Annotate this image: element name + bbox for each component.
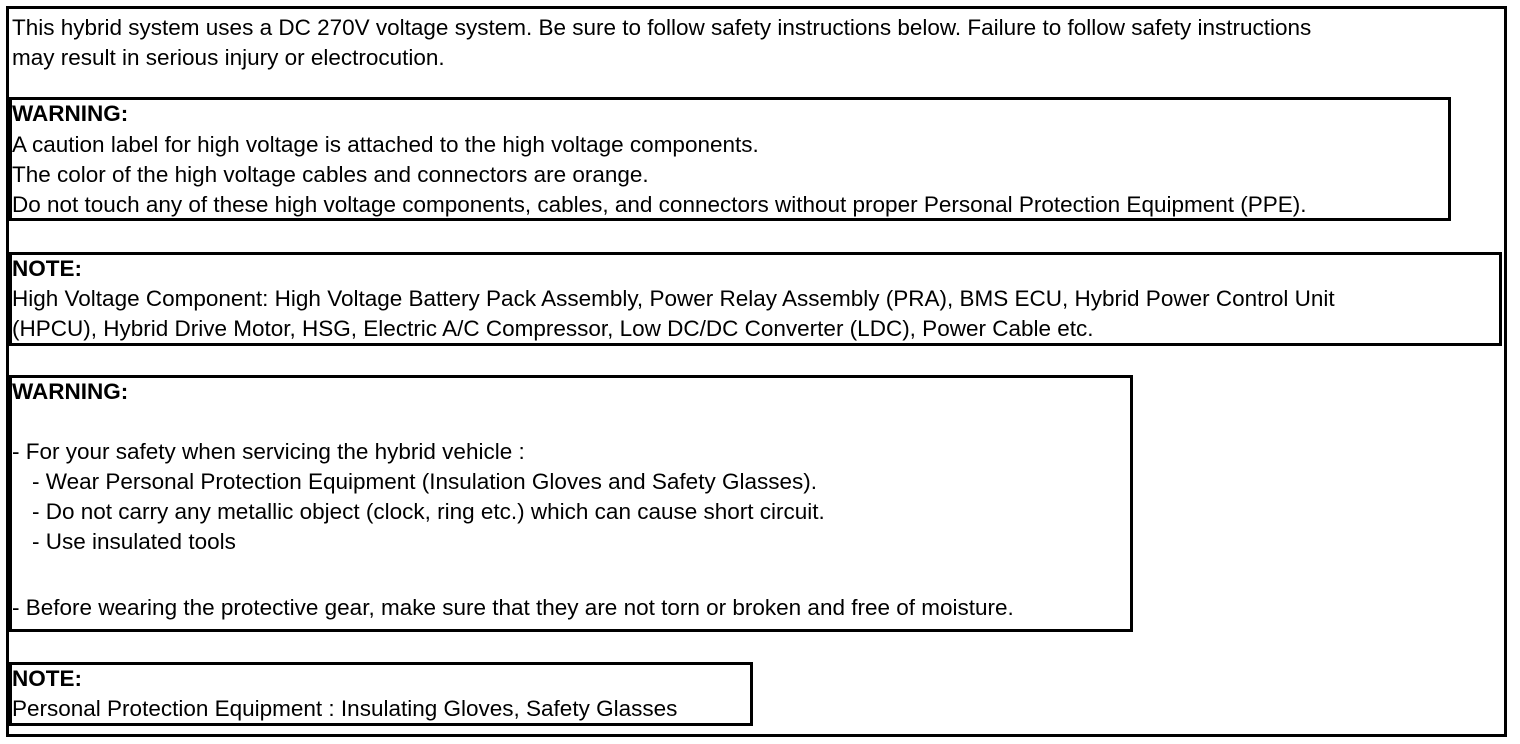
note-line: High Voltage Component: High Voltage Battery Pack Assembly, Power Relay Assembly (PRA), BMS ECU, Hybrid Power Control Unit bbox=[12, 286, 1335, 311]
note-heading: NOTE: bbox=[12, 666, 82, 691]
note-heading: NOTE: bbox=[12, 256, 82, 281]
intro-line-2: may result in serious injury or electrocution. bbox=[12, 45, 445, 70]
warning-line: The color of the high voltage cables and connectors are orange. bbox=[12, 162, 649, 187]
warning-heading: WARNING: bbox=[12, 101, 129, 126]
warning-line: A caution label for high voltage is attached to the high voltage components. bbox=[12, 132, 759, 157]
warning-heading: WARNING: bbox=[12, 379, 129, 404]
warning-sub-item: - Use insulated tools bbox=[32, 529, 236, 554]
warning-bullet-last: - Before wearing the protective gear, make sure that they are not torn or broken and free of moisture. bbox=[12, 595, 1014, 620]
warning-bullet-main: - For your safety when servicing the hybrid vehicle : bbox=[12, 439, 525, 464]
warning-line: Do not touch any of these high voltage components, cables, and connectors without proper Personal Protection Equipment (PPE). bbox=[12, 192, 1307, 217]
note-line: Personal Protection Equipment : Insulating Gloves, Safety Glasses bbox=[12, 696, 678, 721]
warning-sub-item: - Do not carry any metallic object (clock, ring etc.) which can cause short circuit. bbox=[32, 499, 825, 524]
note-line: (HPCU), Hybrid Drive Motor, HSG, Electric A/C Compressor, Low DC/DC Converter (LDC), Power Cable etc. bbox=[12, 316, 1094, 341]
intro-line-1: This hybrid system uses a DC 270V voltage system. Be sure to follow safety instructions below. Failure to follow safety instructions bbox=[12, 15, 1312, 40]
warning-sub-item: - Wear Personal Protection Equipment (Insulation Gloves and Safety Glasses). bbox=[32, 469, 817, 494]
